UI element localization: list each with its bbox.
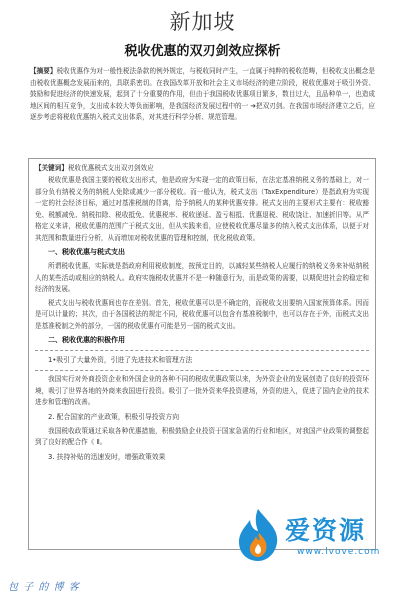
keywords-text: 税收优惠税式支出双刃剑效应 [67, 164, 154, 172]
abstract-label: 【摘要】 [30, 67, 57, 75]
section-heading-1: 一、税收优惠与税式支出 [48, 248, 125, 256]
keywords [35, 163, 369, 174]
intro-paragraph: 税收优惠是我国主要的税收支出形式，他是政府为实现一定的政策目标，在法定基准纳税义务的基础上，对一部分负有纳税义务的纳税人免除或减少一部分税收。而一般认为，税式支出（TaxExpenditure）是指政府为实现一定的社会经济目标，通过对基准税制的背离，给予纳税人的某种优惠安排。税式支出的主要形式主要有：税收豁免、税额减免、纳税扣除、税收抵免、优惠税率、税收递延、盈亏相抵、优惠退税、税收饶让、加速折旧等。从严格定义来讲，税收优惠的范围广于税式支出，但从实践来看，应使税收优惠尽量多的纳入税式支出体系，以便于对其范围和数量进行分析，从而增加对税收优惠的管理和控制，优化税收政策。 [35, 176, 369, 242]
section1-paragraph-2: 税式支出与税收优惠间也存在差别。首先，税收优惠可以是不确定的，而税收支出要纳入国家预算体系。因而是可以计量的；其次，由于各国税法的规定不同，税收优惠可以包含有基准税制中，也可以存在于外，而税式支出是基准税制之外的部分，一国的税收优惠有可能是另一国的税式支出。 [35, 298, 369, 330]
divider [35, 350, 369, 351]
item-1-text: 我国实行对外商投资企业和外国企业的各种不同的税收优惠政策以来，为外资企业的发展创造了良好的投资环境，吸引了世界各地的外商来我国进行投资。吸引了一批外资来华投资建场，外资的进入，促进了国内企业的技术进步和管理的改善。 [35, 375, 369, 406]
keywords-label: 【关键词】 [35, 164, 68, 172]
flame-logo-icon [233, 507, 283, 563]
item-3-title: 3. 扶持补贴的迅速发时，增强政策效果 [48, 452, 166, 461]
blog-watermark: 包 子 的 博 客 [8, 582, 80, 593]
item-1-title: 1•吸引了大量外资，引进了先进技术和管理方法 [48, 356, 193, 364]
abstract [30, 66, 375, 124]
logo-text: 爱资源 [285, 516, 367, 545]
item-2-title: 2. 配合国家的产业政策，积极引导投资方向 [48, 412, 179, 421]
content-frame [28, 158, 376, 550]
logo-url: www.lvove.com [297, 547, 381, 557]
section1-paragraph-1: 所谓税收优惠，实际就是指政府利用税收制度，按预定目的，以减轻某些纳税人应履行的纳税义务来补贴纳税人的某些活动或相应的纳税人。政府实施税收优惠并不是一种随意行为，而是政策的需要，以期促进社会的稳定和经济的发展。 [35, 262, 369, 293]
header-title: 新加坡 [169, 10, 236, 34]
section-heading-2: 二、税收优惠的积极作用 [48, 336, 125, 344]
divider [35, 370, 369, 371]
document-title: 税收优惠的双刃剑效应探析 [124, 44, 281, 59]
item-2-text: 我国税收政策通过采取各种优惠措施，积极鼓励企业投资于国家急需的行业和地区，对我国产业政策的调整起到了良好的配合作《 Ⅱ。 [35, 426, 369, 446]
abstract-text: 税收优惠作为对一般性税法条款的例外规定，与税收同时产生，一直属于纯粹的税收范畴，但税收支出概念是由税收优惠概念发展而来的，具联系密切。在我国改革开放和社会主义市场经济的建立阶段，税收优惠对于吸引外资、鼓励和促进经济的快速发展，起到了十分重要的作用，但由于我国税收优惠项目繁多，数目过大，且品种单一，也造成地区间的相互竞争，支出成本较大等负面影响，是我国经济发展过程中的一 ➔把双刃剑。在我国市场经济建立之后，应逐步考虑将税收优惠纳入税式支出体系，对其进行科学分析、规范管理。 [30, 67, 376, 122]
site-logo [233, 507, 405, 585]
